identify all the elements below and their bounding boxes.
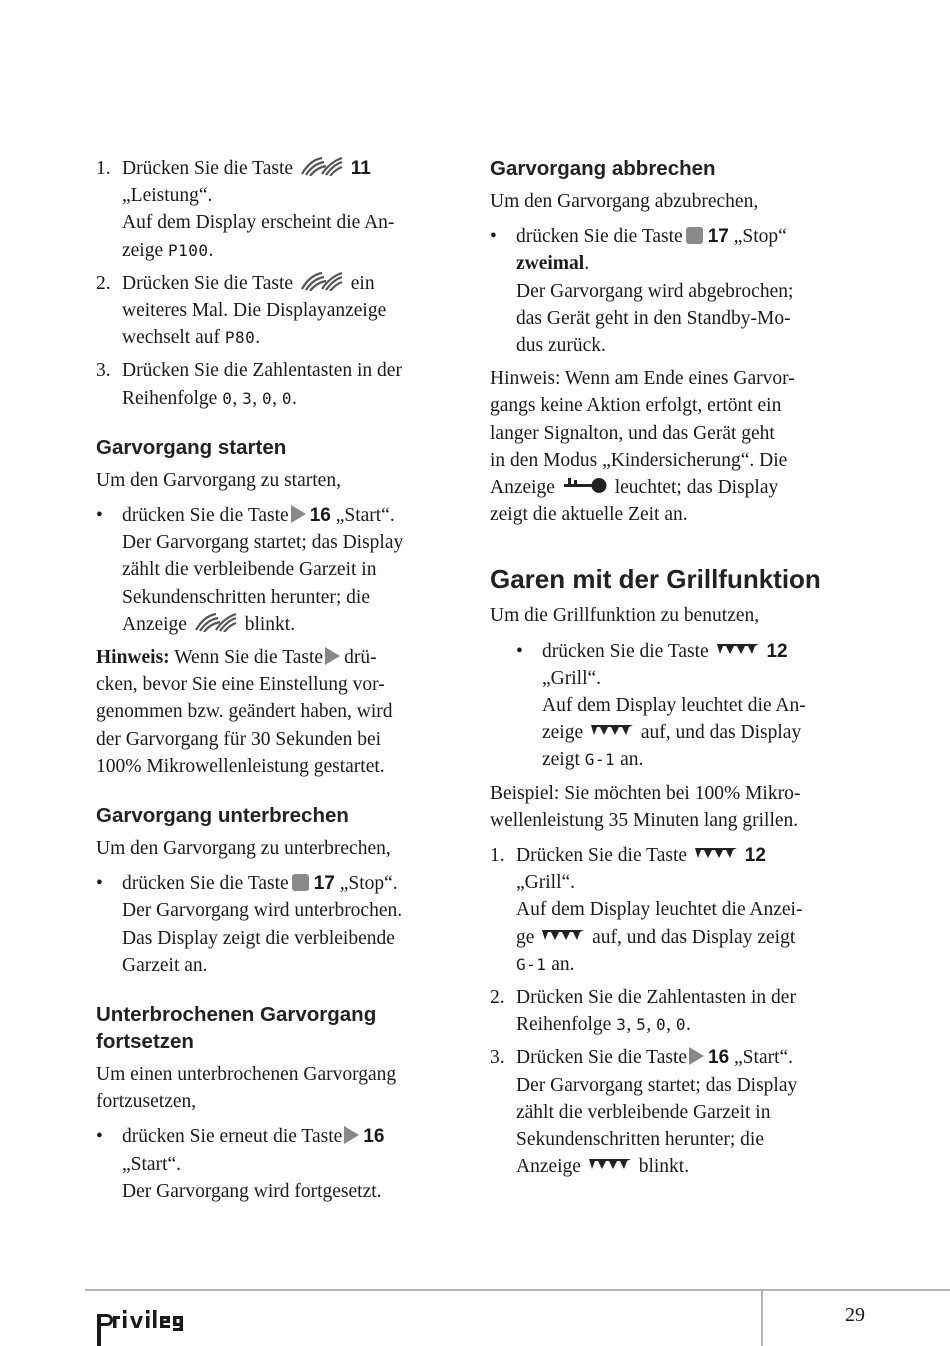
key-number: 17 [707,226,729,248]
display-readout: P80 [224,328,256,348]
display-readout: G-1 [584,750,616,770]
grill-step-1: 1. Drücken Sie die Taste 12 „Grill“. Auf dem Display leuchtet die Anzei- ge auf, und das Display zeigt G-1 an. [490,842,862,978]
bullet-grill: • drücken Sie die Taste 12 „Grill“. Auf dem Display leuchtet die An- zeige auf, und das Display zeigt G-1 an. [516,638,862,774]
section-intro: Um den Garvorgang zu starten, [96,469,341,491]
digit: 0 [222,388,233,408]
grill-icon [542,929,584,941]
grill-icon [717,643,759,655]
start-play-icon [689,1047,704,1065]
grill-step-3: 3. Drücken Sie die Taste 16 „Start“. Der Garvorgang startet; das Display zählt die verbleibende Garzeit in Sekundenschritten herunter; die Anzeige blinkt. [490,1044,862,1180]
bullet-resume: • drücken Sie erneut die Taste 16 „Start“. Der Garvorgang wird fortgesetzt. [96,1123,468,1205]
digit: 0 [281,388,292,408]
digit: 3 [242,388,253,408]
grill-icon [591,724,633,736]
display-readout: P100 [168,240,209,260]
step-number: 1. [490,845,505,867]
example-text: Beispiel: Sie möchten bei 100% Mikro- [490,782,801,804]
stop-icon [292,874,309,891]
key-number: 17 [313,873,335,895]
digit: 0 [261,388,273,408]
digit: 5 [636,1015,647,1035]
footer-divider [761,1290,763,1346]
step-3: 3. Drücken Sie die Zahlentasten in der Reihenfolge 0, 3, 0, 0. [96,357,468,411]
bullet: • [516,640,523,662]
section-intro: Um die Grillfunktion zu benutzen, [490,605,760,627]
grill-icon [589,1158,631,1170]
step-number: 2. [490,987,505,1009]
step-number: 2. [96,272,111,294]
key-number: 16 [309,505,331,527]
key-number: 16 [708,1047,730,1069]
right-column: Garvorgang abbrechen Um den Garvorgang abzubrechen, • drücken Sie die Taste 17 „Stop“ zweimal. Der Garvorgang wird abgebrochen; das Gerät geht in den Standby-Mo- dus zurück. Hinweis: Wenn am Ende eines Garvor- gangs keine Aktion erfolgt, ertönt ein langer Signalton, und das Gerät geht in den Modus „Kindersicherung“. Die Anzeige leuchtet; das Display zeigt die aktuelle Zeit an. Garen mit der Grillfunktion Um die Grillfunktion zu benutzen, • drücken Sie die Taste 12 „Grill“. Auf dem Display leuchtet die An- zeige auf, und das Display zeigt G-1 an. Beispiel: Sie möchten bei 100% Mikro- wellenleistung 35 Minuten lang grillen. 1. Drücken Sie die Taste 12 „Grill“. Auf dem Display leuchtet die Anzei- ge auf, und das Display zeigt G-1 an. 2. Drücken Sie die Zahlentasten in der Reihenfolge 3, 5, 0, 0. 3. Drücken Sie die Taste 16 „Start“. Der Garvorgang startet; das Display zählt die verbleibende Garzeit in Sekundenschritten herunter; die Anzeige blinkt. [490,155,862,1181]
child-lock-key-icon [562,476,608,494]
start-play-icon [325,647,340,665]
key-number: 12 [766,640,788,662]
display-readout: G-1 [516,954,547,974]
section-intro: Um den Garvorgang zu unterbrechen, [96,838,391,860]
key-number: 11 [350,158,371,179]
grill-icon [695,847,737,859]
section-heading-start: Garvorgang starten [96,435,287,459]
section-heading-resume: Unterbrochenen Garvorgang fortsetzen [96,1003,377,1054]
page-number: 29 [845,1304,865,1326]
step-number: 3. [96,360,111,382]
footer-rule [85,1289,950,1291]
section-heading-cancel: Garvorgang abbrechen [490,157,716,180]
privileg-logo [95,1306,187,1346]
left-column: 1. Drücken Sie die Taste 11 „Leistung“. Auf dem Display erscheint die An- zeige P100. 2. Drücken Sie die Taste ein weiteres Mal. Die Displayanzeige wechselt auf P80. 3. Drücken Sie die Zahlentasten in der Reihenfolge 0, 3, 0, 0. Garvorgang starten Um den Garvorgang zu starten, • drücken Sie die Taste 16 „Start“. Der Garvorgang startet; das Display zählt die verbleibende Garzeit in Sekundenschritten herunter; die Anzeige blinkt. Hinweis: Wenn Sie die Taste drü- cken, bevor Sie eine Einstellung vor- genommen bzw. geändert haben, wird der Garvorgang für 30 Sekunden bei 100% Mikrowellenleistung gestartet. Garvorgang unterbrechen Um den Garvorgang zu unterbrechen, • drücken Sie die Taste 17 „Stop“. Der Garvorgang wird unterbrochen. Das Display zeigt die verbleibende Garzeit an. Unterbrochenen Garvorgang fortsetzen Um einen unterbrochenen Garvorgang fortzusetzen, • drücken Sie erneut die Taste 16 „Start“. Der Garvorgang wird fortgesetzt. [96,155,468,1205]
digit: 3 [616,1015,627,1035]
bullet-start: • drücken Sie die Taste 16 „Start“. Der Garvorgang startet; das Display zählt die verbleibende Garzeit in Sekundenschritten herunter; die Anzeige blinkt. [96,502,468,638]
bullet-cancel: • drücken Sie die Taste 17 „Stop“ zweimal. Der Garvorgang wird abgebrochen; das Gerät geht in den Standby-Mo- dus zurück. [490,223,862,359]
microwave-power-icon [300,156,344,176]
step-2: 2. Drücken Sie die Taste ein weiteres Mal. Die Displayanzeige wechselt auf P80. [96,270,468,352]
note-cancel: Hinweis: Wenn am Ende eines Garvor- gangs keine Aktion erfolgt, ertönt ein langer Signalton, und das Gerät geht in den Modus „Kindersicherung“. Die Anzeige leuchtet; das Display zeigt die aktuelle Zeit an. [490,368,795,526]
stop-icon [686,227,703,244]
key-number: 16 [363,1126,385,1148]
microwave-power-icon [194,612,238,632]
digit: 0 [675,1015,686,1035]
step-number: 3. [490,1047,505,1069]
start-play-icon [344,1126,359,1144]
section-heading-grill: Garen mit der Grillfunktion [490,564,821,595]
key-number: 12 [744,845,766,867]
note-start: Hinweis: Wenn Sie die Taste drü- cken, bevor Sie eine Einstellung vor- genommen bzw. geändert haben, wird der Garvorgang für 30 Sekunden bei 100% Mikrowellenleistung gestartet. [96,647,393,777]
grill-step-2: 2. Drücken Sie die Zahlentasten in der Reihenfolge 3, 5, 0, 0. [490,984,862,1038]
bullet: • [96,1126,103,1148]
bullet: • [96,505,103,527]
bullet: • [96,873,103,895]
digit: 0 [655,1015,667,1035]
section-intro: Um einen unterbrochenen Garvorgang [96,1064,397,1086]
step-1: 1. Drücken Sie die Taste 11 „Leistung“. Auf dem Display erscheint die An- zeige P100. [96,155,468,264]
bullet: • [490,226,497,248]
bullet-pause: • drücken Sie die Taste 17 „Stop“. Der Garvorgang wird unterbrochen. Das Display zeigt die verbleibende Garzeit an. [96,870,468,979]
section-heading-pause: Garvorgang unterbrechen [96,804,349,828]
start-play-icon [291,505,306,523]
section-intro: Um den Garvorgang abzubrechen, [490,191,759,212]
step-number: 1. [96,158,111,179]
microwave-power-icon [300,271,344,291]
